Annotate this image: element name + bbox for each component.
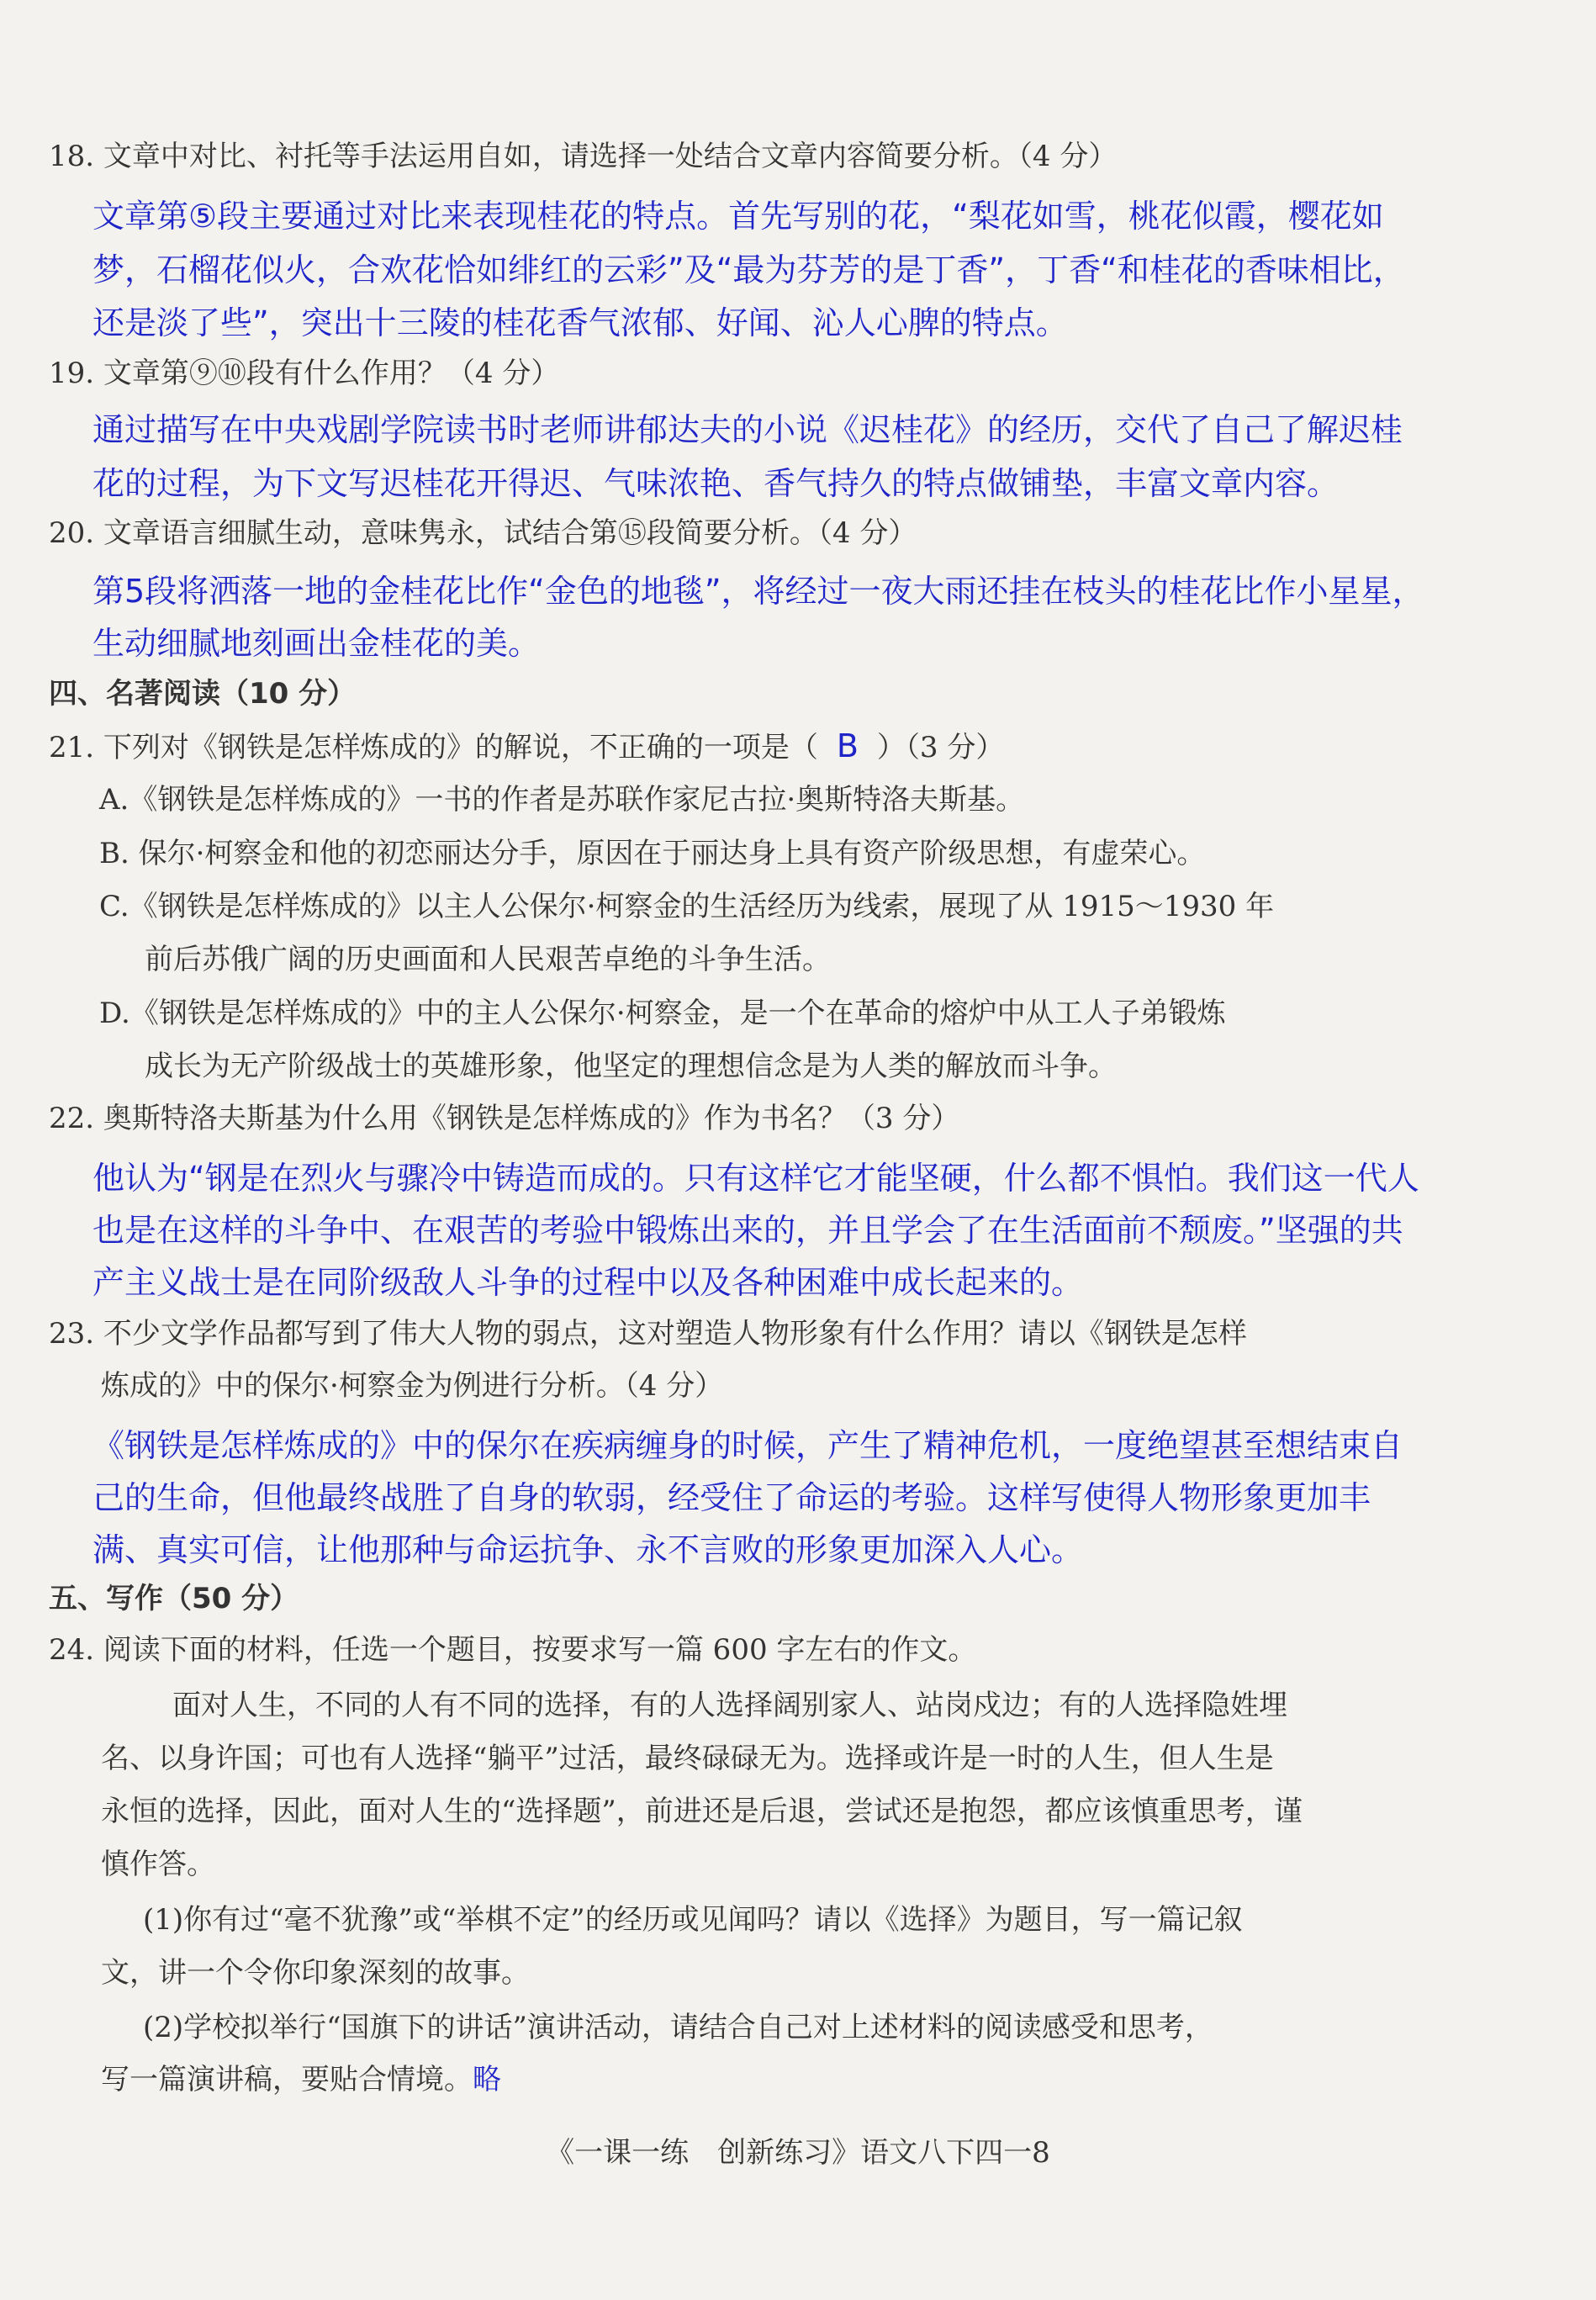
section-4-heading: 四、名著阅读（10 分）	[49, 677, 357, 711]
material-line-2: 名、以身许国；可也有人选择“躺平”过活，最终碌碌无为。选择或许是一时的人生，但人生是	[101, 1742, 1274, 1775]
answer-23-line-1: 《钢铁是怎样炼成的》中的保尔在疾病缠身的时候，产生了精神危机，一度绝望甚至想结束自	[92, 1427, 1403, 1464]
option-b: B. 保尔·柯察金和他的初恋丽达分手，原因在于丽达身上具有资产阶级思想，有虚荣心。	[99, 837, 1206, 870]
question-21-score: ）（3 分）	[876, 731, 1005, 764]
option-d-line-1: D.《钢铁是怎样炼成的》中的主人公保尔·柯察金，是一个在革命的熔炉中从工人子弟锻炼	[99, 997, 1226, 1030]
answer-18-line-3: 还是淡了些”，突出十三陵的桂花香气浓郁、好闻、沁人心脾的特点。	[92, 304, 1068, 341]
answer-23-line-2: 己的生命，但他最终战胜了自身的软弱，经受住了命运的考验。这样写使得人物形象更加丰	[92, 1479, 1371, 1516]
prompt-2-line-2-text: 写一篇演讲稿，要贴合情境。	[101, 2063, 473, 2096]
material-line-1: 面对人生，不同的人有不同的选择，有的人选择阔别家人、站岗戍边；有的人选择隐姓埋	[172, 1689, 1287, 1722]
answer-18-line-2: 梦，石榴花似火，合欢花恰如绯红的云彩”及“最为芬芳的是丁香”，丁香“和桂花的香味相比，	[92, 251, 1405, 288]
answer-19-line-1: 通过描写在中央戏剧学院读书时老师讲郁达夫的小说《迟桂花》的经历，交代了自己了解迟桂	[92, 411, 1403, 448]
prompt-1-line-1: (1)你有过“毫不犹豫”或“举棋不定”的经历或见闻吗？请以《选择》为题目，写一篇记叙	[143, 1903, 1243, 1937]
prompt-2-line-1: (2)学校拟举行“国旗下的讲话”演讲活动，请结合自己对上述材料的阅读感受和思考，	[143, 2011, 1213, 2044]
prompt-1-line-2: 文，讲一个令你印象深刻的故事。	[101, 1956, 530, 1990]
option-c-line-1: C.《钢铁是怎样炼成的》以主人公保尔·柯察金的生活经历为线索，展现了从 1915～1930 年	[99, 890, 1275, 923]
answer-22-line-1: 他认为“钢是在烈火与骤冷中铸造而成的。只有这样它才能坚硬，什么都不惧怕。我们这一代人	[92, 1160, 1419, 1197]
question-23-line-2: 炼成的》中的保尔·柯察金为例进行分析。（4 分）	[101, 1369, 724, 1403]
answer-22-line-3: 产主义战士是在同阶级敌人斗争的过程中以及各种困难中成长起来的。	[92, 1264, 1084, 1301]
answer-20-line-2: 生动细腻地刻画出金桂花的美。	[92, 625, 541, 662]
answer-18-line-1: 文章第⑤段主要通过对比来表现桂花的特点。首先写别的花，“梨花如雪，桃花似霞，樱花如	[92, 198, 1384, 235]
answer-22-line-2: 也是在这样的斗争中、在艰苦的考验中锻炼出来的，并且学会了在生活面前不颓废。”坚强的共	[92, 1212, 1403, 1249]
question-23-line-1: 23. 不少文学作品都写到了伟大人物的弱点，这对塑造人物形象有什么作用？请以《钢铁是怎样	[49, 1317, 1247, 1351]
question-21-text: 21. 下列对《钢铁是怎样炼成的》的解说，不正确的一项是（	[49, 731, 818, 764]
question-18: 18. 文章中对比、衬托等手法运用自如，请选择一处结合文章内容简要分析。（4 分）	[49, 140, 1118, 173]
question-20: 20. 文章语言细腻生动，意味隽永，试结合第⑮段简要分析。（4 分）	[49, 516, 917, 550]
question-19: 19. 文章第⑨⑩段有什么作用？（4 分）	[49, 357, 560, 390]
answer-20-line-1: 第5段将洒落一地的金桂花比作“金色的地毯”，将经过一夜大雨还挂在枝头的桂花比作小星星，	[92, 573, 1424, 610]
question-24: 24. 阅读下面的材料，任选一个题目，按要求写一篇 600 字左右的作文。	[49, 1633, 977, 1667]
question-21	[49, 721, 1554, 773]
answer-24: 略	[473, 2063, 501, 2096]
option-a: A.《钢铁是怎样炼成的》一书的作者是苏联作家尼古拉·奥斯特洛夫斯基。	[99, 783, 1025, 817]
answer-19-line-2: 花的过程，为下文写迟桂花开得迟、气味浓艳、香气持久的特点做铺垫，丰富文章内容。	[92, 465, 1340, 502]
page-footer: 《一课一练 创新练习》语文八下四一8	[546, 2136, 1050, 2170]
material-line-4: 慎作答。	[101, 1848, 215, 1881]
answer-21-choice: B	[836, 727, 859, 764]
section-5-heading: 五、写作（50 分）	[49, 1582, 299, 1615]
prompt-2-line-2	[101, 2052, 501, 2107]
question-22: 22. 奥斯特洛夫斯基为什么用《钢铁是怎样炼成的》作为书名？（3 分）	[49, 1102, 960, 1135]
material-line-3: 永恒的选择，因此，面对人生的“选择题”，前进还是后退，尝试还是抱怨，都应该慎重思考，谨	[101, 1795, 1303, 1828]
option-d-line-2: 成长为无产阶级战士的英雄形象，他坚定的理想信念是为人类的解放而斗争。	[145, 1050, 1117, 1083]
answer-23-line-3: 满、真实可信，让他那种与命运抗争、永不言败的形象更加深入人心。	[92, 1531, 1084, 1568]
option-c-line-2: 前后苏俄广阔的历史画面和人民艰苦卓绝的斗争生活。	[145, 943, 831, 976]
